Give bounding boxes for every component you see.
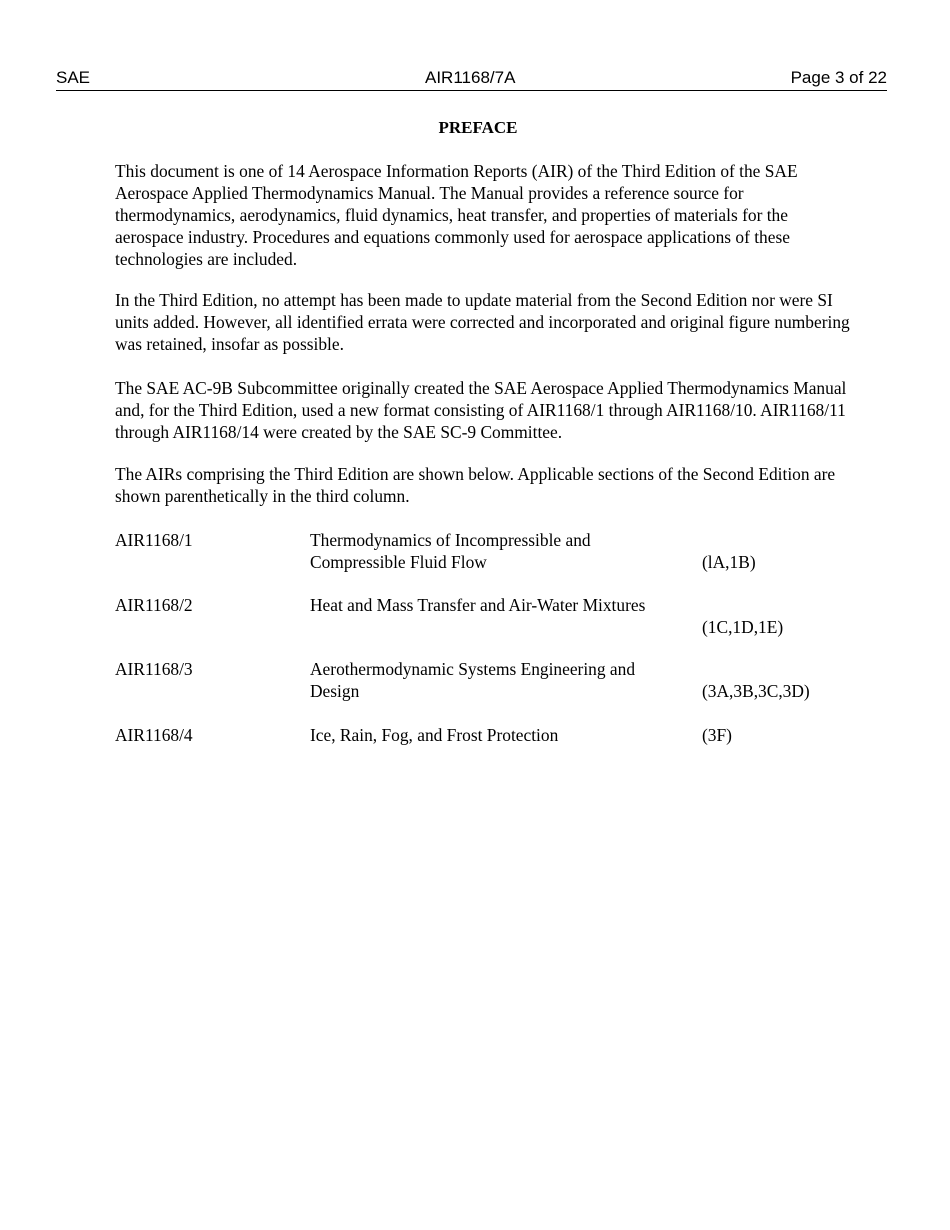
air-sections: (1C,1D,1E) (702, 617, 784, 637)
section-title: PREFACE (438, 118, 518, 137)
paragraph-third-edition: In the Third Edition, no attempt has been made to update material from the Second Edition nor were SI units added. However, all identified errata were corrected and incorporated and original figure numbering was retained, insofar as possible. (115, 290, 850, 354)
air-sections: (3F) (702, 725, 732, 745)
air-sections: (3A,3B,3C,3D) (702, 681, 810, 701)
air-id: AIR1168/3 (115, 659, 193, 679)
air-id: AIR1168/4 (115, 725, 193, 745)
header-page-number: Page 3 of 22 (790, 68, 887, 87)
air-title: Heat and Mass Transfer and Air-Water Mixtures (310, 595, 646, 615)
air-sections: (lA,1B) (702, 552, 756, 572)
header-organization: SAE (56, 68, 91, 87)
air-id: AIR1168/1 (115, 530, 193, 550)
air-title: Thermodynamics of Incompressible and Compressible Fluid Flow (310, 530, 591, 572)
air-id: AIR1168/2 (115, 595, 193, 615)
header-document-number: AIR1168/7A (425, 68, 516, 87)
paragraph-air-list-intro: The AIRs comprising the Third Edition are shown below. Applicable sections of the Second Edition are shown parenthetically in the third column. (115, 464, 836, 506)
paragraph-intro: This document is one of 14 Aerospace Information Reports (AIR) of the Third Edition of the SAE Aerospace Applied Thermodynamics Manual. The Manual provides a reference source for thermodynamics, aerodynamics, fluid dynamics, heat transfer, and properties of materials for the aerospace industry. Procedures and equations commonly used for aerospace applications of these technologies are included. (115, 161, 798, 269)
air-title: Aerothermodynamic Systems Engineering and Design (310, 659, 636, 701)
paragraph-subcommittee: The SAE AC-9B Subcommittee originally created the SAE Aerospace Applied Thermodynamics Manual and, for the Third Edition, used a new format consisting of AIR1168/1 through AIR1168/10. AIR1168/11 through AIR1168/14 were created by the SAE SC-9 Committee. (115, 378, 847, 442)
air-title: Ice, Rain, Fog, and Frost Protection (310, 725, 559, 745)
page-header (56, 66, 887, 91)
